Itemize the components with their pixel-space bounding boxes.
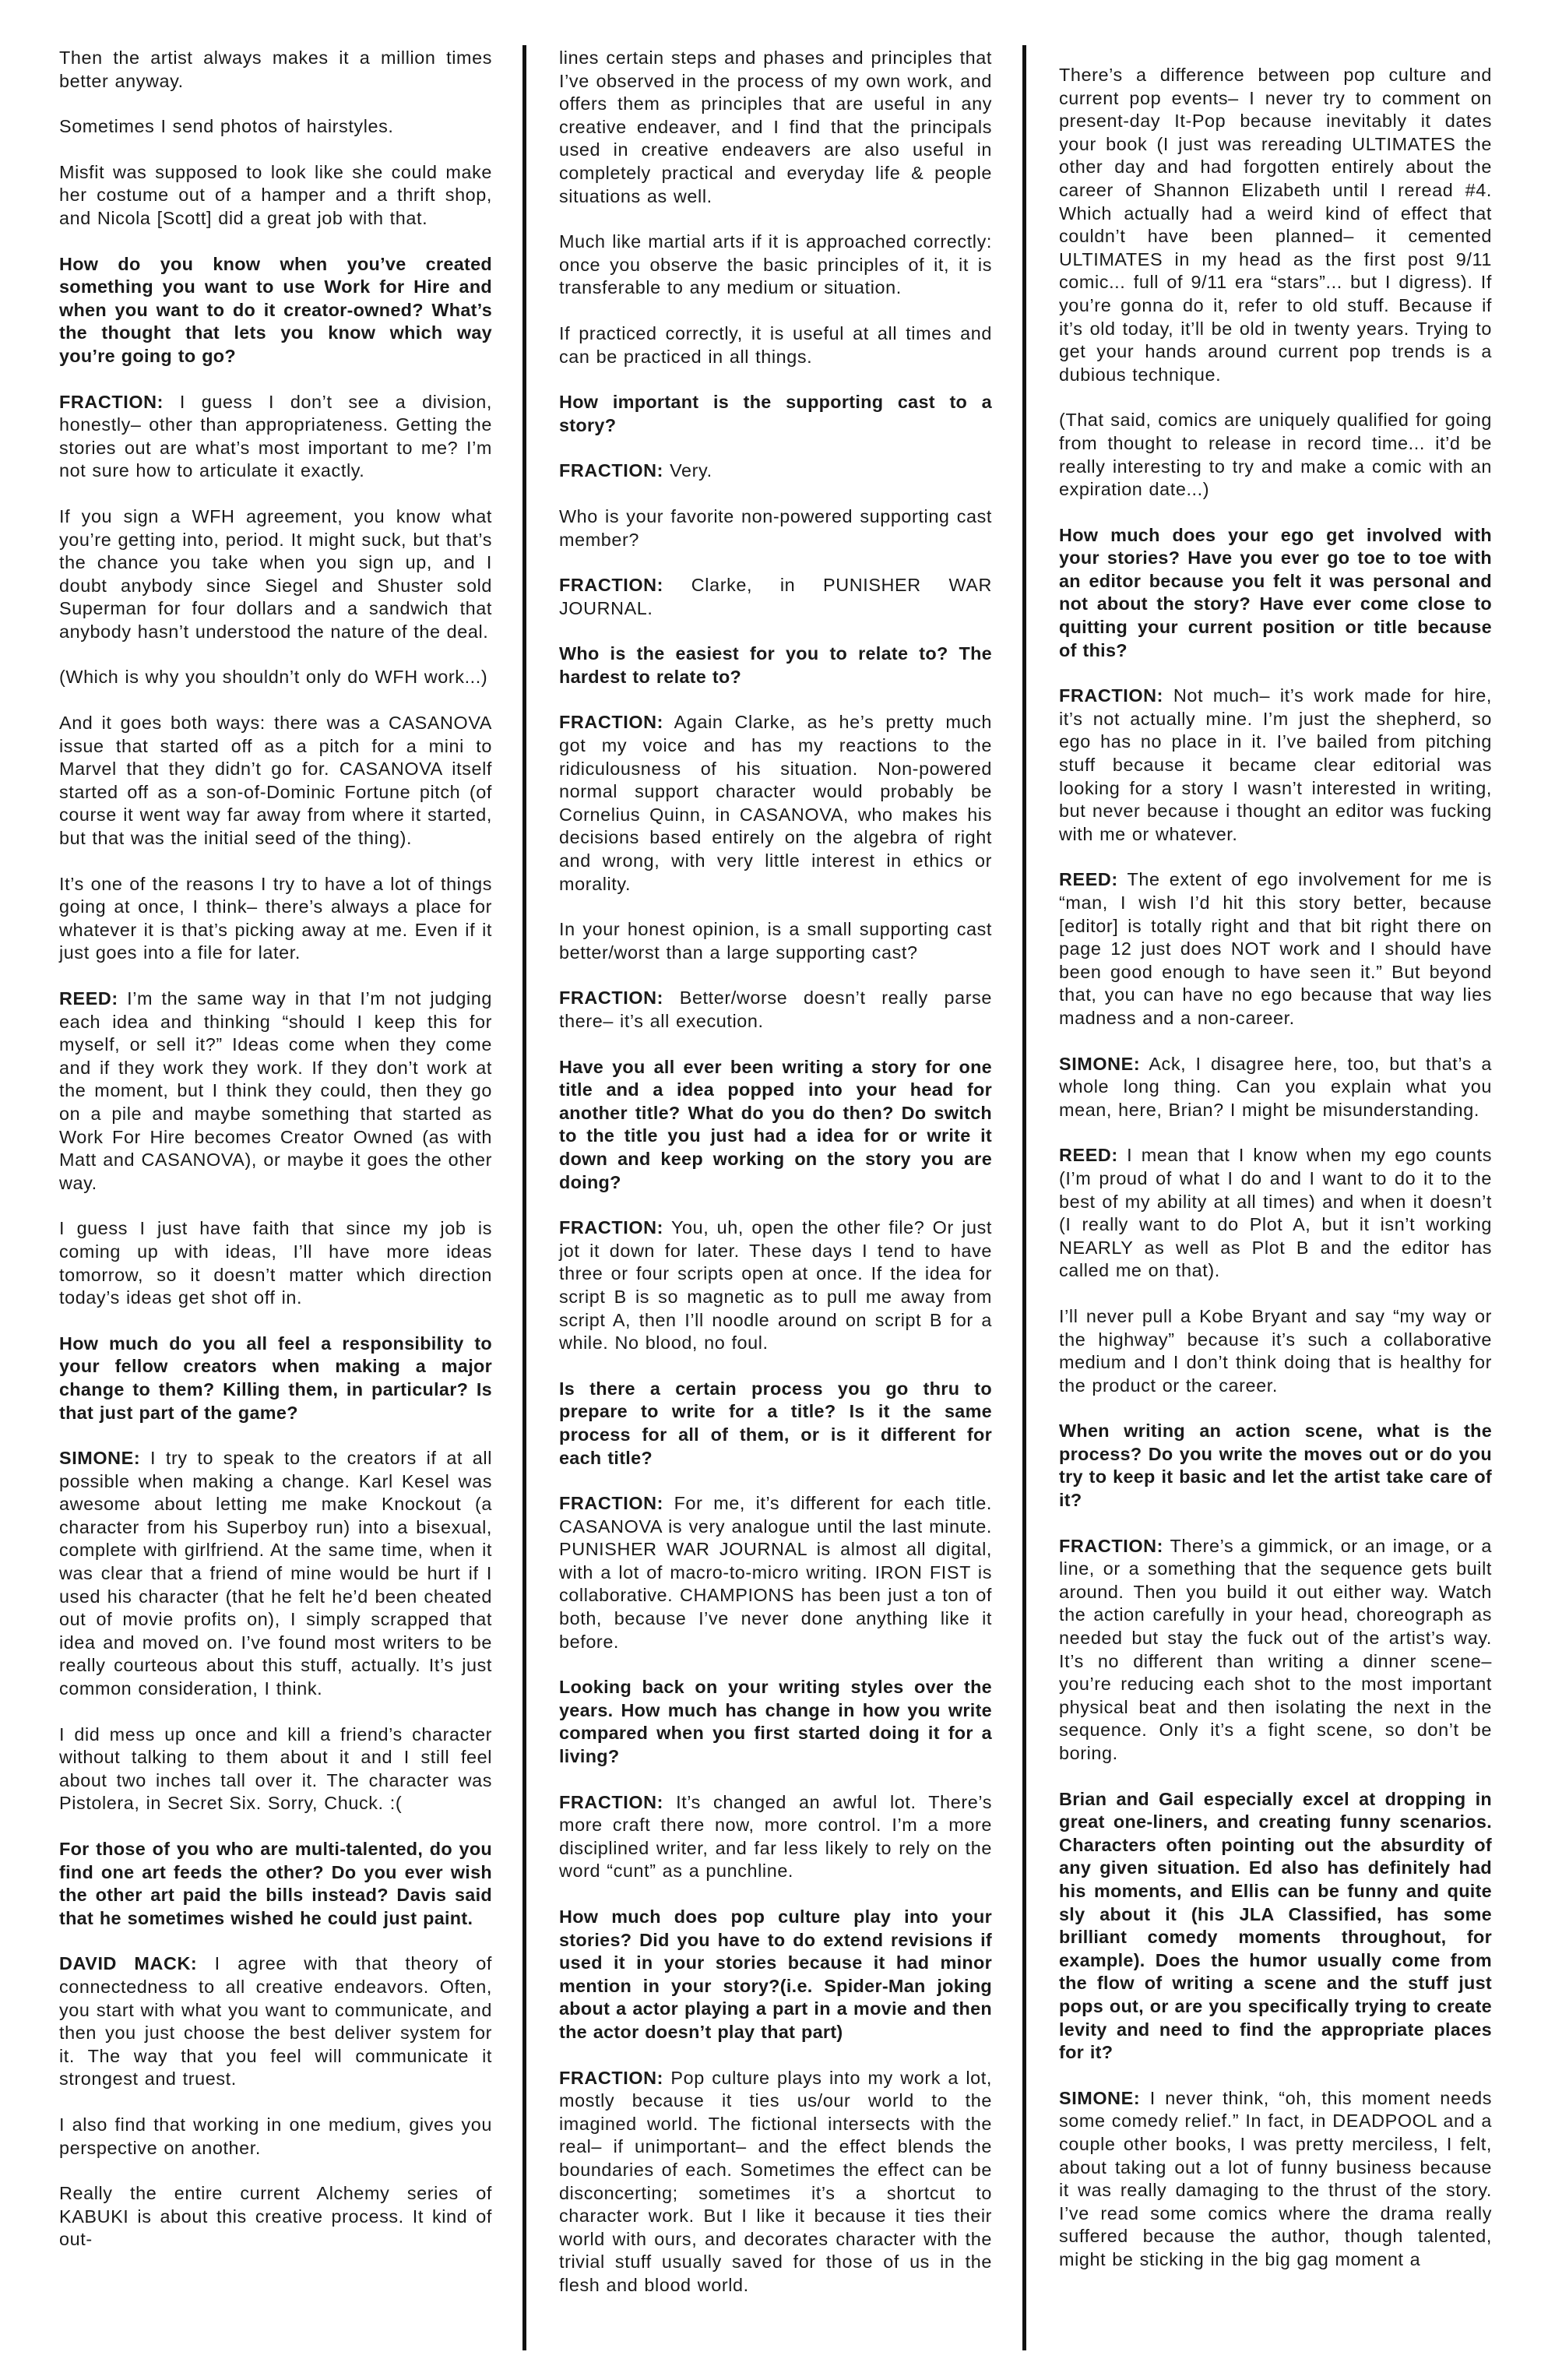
paragraph-text: The extent of ego involvement for me is “man, I wish I’d hit this story better, because [editor] is totally right and that bit right there on page 12 just does NOT work and I should have been good enough to have seen it.” But beyond that, you can have no ego because that way lies madness and a non-career. bbox=[1059, 869, 1492, 1028]
speaker-name: FRACTION: bbox=[59, 391, 164, 412]
paragraph-text: Clarke, in PUNISHER WAR JOURNAL. bbox=[559, 575, 992, 618]
interview-paragraph bbox=[559, 711, 992, 896]
paragraph-text: Really the entire current Alchemy series of KABUKI is about this creative process. It kind of out- bbox=[59, 2183, 492, 2250]
paragraph-text: How much does your ego get involved with your stories? Have you ever go toe to toe with an editor because you felt it was personal and not about the story? Have ever come close to quitting your current position or title because of this? bbox=[1059, 524, 1492, 660]
paragraph-text: lines certain steps and phases and principles that I’ve observed in the process of my own work, and offers them as principles that are useful in any creative endeaver, and I find that the principals used in creative endeavers are also useful in completely practical and everyday life & people situations as well. bbox=[559, 48, 992, 206]
interview-paragraph bbox=[1059, 2087, 1492, 2272]
speaker-name: FRACTION: bbox=[559, 575, 664, 596]
interview-question bbox=[559, 1906, 992, 2044]
paragraph-text: I never think, “oh, this moment needs some comedy relief.” In fact, in DEADPOOL and a couple other books, I was pretty merciless, I felt, about taking out a lot of funny business because it was really damaging to the thrust of the story. I’ve read some comics where the drama really suffered because the author, though talented, might be sticking in the big gag moment a bbox=[1059, 2087, 1492, 2269]
interview-paragraph bbox=[1059, 64, 1492, 386]
interview-paragraph bbox=[1059, 1535, 1492, 1766]
paragraph-text: I also find that working in one medium, gives you perspective on another. bbox=[59, 2114, 492, 2158]
paragraph-text: Much like martial arts if it is approached correctly: once you observe the basic principles of it, it is transferable to any medium or situation. bbox=[559, 231, 992, 298]
paragraph-text: How important is the supporting cast to a story? bbox=[559, 392, 992, 435]
paragraph-text: Not much– it’s work made for hire, it’s not actually mine. I’m just the shepherd, so ego has no place in it. I’ve bailed from pitching stuff because it became clear editorial was looking for a story I wasn’t interested in writing, but never because i thought an editor was fucking with me or whatever. bbox=[1059, 685, 1492, 844]
interview-paragraph bbox=[1059, 1053, 1492, 1122]
paragraph-text: And it goes both ways: there was a CASANOVA issue that started off as a pitch for a mini to Marvel that they didn’t go for. CASANOVA itself started off as a son-of-Dominic Fortune pitch (of course it went way far away from where it started, but that was the initial seed of the thing). bbox=[59, 713, 492, 849]
speaker-name: FRACTION: bbox=[559, 988, 664, 1009]
paragraph-text: I guess I don’t see a division, honestly– other than appropriateness. Getting the stories out are what’s most important to me? I’m not sure how to articulate it exactly. bbox=[59, 391, 492, 481]
interview-paragraph bbox=[59, 1217, 492, 1309]
paragraph-text: (Which is why you shouldn’t only do WFH work...) bbox=[59, 667, 488, 688]
column-1 bbox=[59, 47, 492, 2274]
paragraph-text: It’s one of the reasons I try to have a lot of things going at once, I think– there’s always a place for whatever it is that’s picking away at me. Even if it just goes into a file for later. bbox=[59, 873, 492, 963]
paragraph-text: Is there a certain process you go thru to prepare to write for a title? Is it the same process for all of them, or is it different for each title? bbox=[559, 1378, 992, 1468]
speaker-name: REED: bbox=[1059, 1145, 1118, 1166]
paragraph-text: For me, it’s different for each title. CASANOVA is very analogue until the last minute. PUNISHER WAR JOURNAL is almost all digital, with a lot of macro-to-micro writing. IRON FIST is collaborative. CHAMPIONS has been just a ton of both, because I’ve never done anything like it before. bbox=[559, 1493, 992, 1652]
interview-paragraph bbox=[559, 459, 992, 483]
interview-paragraph bbox=[59, 47, 492, 93]
interview-paragraph bbox=[59, 391, 492, 483]
interview-paragraph bbox=[559, 2067, 992, 2297]
interview-paragraph bbox=[1059, 1305, 1492, 1397]
speaker-name: FRACTION: bbox=[559, 2067, 664, 2088]
paragraph-text: If practiced correctly, it is useful at all times and can be practiced in all things. bbox=[559, 322, 992, 367]
paragraph-text: Brian and Gail especially excel at dropping in great one-liners, and creating funny scenarios. Characters often pointing out the absurdity of any given situation. Ed also has definitely had his moments, and Ellis can be funny and quite sly about it (his JLA Classified, has some brilliant comedy moments throughout, for example). Does the humor usually come from the flow of writing a scene and the stuff just pops out, or are you specifically trying to create levity and need to find the appropriate places for it? bbox=[1059, 1788, 1492, 2063]
interview-paragraph bbox=[1059, 685, 1492, 846]
speaker-name: SIMONE: bbox=[1059, 2087, 1141, 2108]
paragraph-text: Who is your favorite non-powered supporting cast member? bbox=[559, 505, 992, 550]
paragraph-text: In your honest opinion, is a small supporting cast better/worst than a large supporting cast? bbox=[559, 919, 992, 963]
paragraph-text: Sometimes I send photos of hairstyles. bbox=[59, 116, 394, 137]
interview-paragraph bbox=[59, 505, 492, 644]
interview-paragraph bbox=[559, 322, 992, 368]
paragraph-text: There’s a difference between pop culture and current pop events– I never try to comment on present-day It-Pop because inevitably it dates your book (I just was rereading ULTIMATES the other day and had forgotten entirely about the career of Shannon Elizabeth until I reread #4. Which actually had a weird kind of effect that couldn’t have been planned– it cemented ULTIMATES in my head as the first post 9/11 comic... full of 9/11 era “stars”... but I digress). If you’re gonna do it, refer to old stuff. Because if it’s old today, it’ll be old in twenty years. Trying to get your hands around current pop trends is a dubious technique. bbox=[1059, 65, 1492, 385]
speaker-name: REED: bbox=[1059, 869, 1118, 890]
speaker-name: SIMONE: bbox=[1059, 1053, 1141, 1074]
interview-question bbox=[559, 391, 992, 437]
interview-paragraph bbox=[59, 712, 492, 850]
interview-paragraph bbox=[59, 1447, 492, 1701]
paragraph-text: Looking back on your writing styles over the years. How much has change in how you write compared when you first started doing it for a living? bbox=[559, 1677, 992, 1767]
interview-paragraph bbox=[59, 1952, 492, 2091]
column-3 bbox=[1059, 64, 1492, 2294]
speaker-name: REED: bbox=[59, 988, 118, 1009]
paragraph-text: How much does pop culture play into your stories? Did you have to do extend revisions if used it in your stories because it had minor mention in your story?(i.e. Spider-Man joking about a actor playing a part in a movie and then the actor doesn’t play that part) bbox=[559, 1906, 992, 2042]
paragraph-text: It’s changed an awful lot. There’s more craft there now, more control. I’m a more disciplined writer, and far less likely to rely on the word “cunt” as a punchline. bbox=[559, 1791, 992, 1882]
column-divider bbox=[1022, 45, 1026, 2350]
paragraph-text: How do you know when you’ve created something you want to use Work for Hire and when you want to do it creator-owned? What’s the thought that lets you know which way you’re going to go? bbox=[59, 253, 492, 366]
speaker-name: DAVID MACK: bbox=[59, 1953, 198, 1974]
speaker-name: FRACTION: bbox=[559, 1791, 664, 1812]
interview-question bbox=[1059, 1788, 1492, 2065]
paragraph-text: Very. bbox=[663, 460, 712, 481]
paragraph-text: Then the artist always makes it a million times better anyway. bbox=[59, 48, 492, 91]
interview-paragraph bbox=[559, 1216, 992, 1355]
speaker-name: SIMONE: bbox=[59, 1448, 141, 1469]
paragraph-text: You, uh, open the other file? Or just jot it down for later. These days I tend to have three or four scripts open at once. If the idea for script B is so magnetic as to pull me away from script A, then I’ll noodle around on script B for a while. No blood, no foul. bbox=[559, 1217, 992, 1354]
paragraph-text: When writing an action scene, what is the process? Do you write the moves out or do you try to keep it basic and let the artist take care of it? bbox=[1059, 1421, 1492, 1511]
speaker-name: FRACTION: bbox=[559, 460, 664, 481]
paragraph-text: I mean that I know when my ego counts (I’m proud of what I do and I want to do it to the best of my ability at all times) and when it doesn’t (I really want to do Plot A, but it isn’t working NEARLY as well as Plot B and the editor has called me on that). bbox=[1059, 1145, 1492, 1281]
interview-paragraph bbox=[59, 873, 492, 965]
interview-paragraph bbox=[559, 987, 992, 1033]
interview-question bbox=[59, 253, 492, 368]
speaker-name: FRACTION: bbox=[1059, 1535, 1164, 1556]
interview-question bbox=[559, 1378, 992, 1470]
interview-paragraph bbox=[59, 988, 492, 1195]
interview-question bbox=[559, 1056, 992, 1195]
interview-paragraph bbox=[559, 231, 992, 300]
speaker-name: FRACTION: bbox=[1059, 685, 1164, 706]
paragraph-text: Better/worse doesn’t really parse there– it’s all execution. bbox=[559, 988, 992, 1031]
paragraph-text: I’ll never pull a Kobe Bryant and say “my way or the highway” because it’s such a collaborative medium and I don’t think doing that is healthy for the product or the career. bbox=[1059, 1305, 1492, 1396]
interview-question bbox=[559, 643, 992, 688]
interview-question bbox=[59, 1333, 492, 1424]
interview-paragraph bbox=[559, 574, 992, 620]
speaker-name: FRACTION: bbox=[559, 1493, 664, 1514]
interview-paragraph bbox=[559, 1791, 992, 1883]
paragraph-text: How much do you all feel a responsibility to your fellow creators when making a major change to them? Killing them, in particular? Is that just part of the game? bbox=[59, 1333, 492, 1423]
interview-paragraph bbox=[559, 505, 992, 551]
paragraph-text: Ack, I disagree here, too, but that’s a whole long thing. Can you explain what you mean, here, Brian? I might be misunderstanding. bbox=[1059, 1053, 1492, 1120]
interview-paragraph bbox=[559, 918, 992, 964]
paragraph-text: (That said, comics are uniquely qualified for going from thought to release in record time... it’d be really interesting to try and make a comic with an expiration date...) bbox=[1059, 410, 1492, 500]
column-2 bbox=[559, 47, 992, 2320]
paragraph-text: I did mess up once and kill a friend’s character without talking to them about it and I still feel about two inches tall over it. The character was Pistolera, in Secret Six. Sorry, Chuck. :( bbox=[59, 1723, 492, 1814]
paragraph-text: If you sign a WFH agreement, you know what you’re getting into, period. It might suck, but that’s the chance you take when you sign up, and I doubt anybody since Siegel and Shuster sold Superman for four dollars and a sandwich that anybody hasn’t understood the nature of the deal. bbox=[59, 505, 492, 642]
interview-paragraph bbox=[59, 115, 492, 139]
paragraph-text: Have you all ever been writing a story for one title and a idea popped into your head for another title? What do you do then? Do switch to the title you just had a idea for or write it down and keep working on the story you are doing? bbox=[559, 1056, 992, 1192]
column-divider bbox=[522, 45, 526, 2350]
interview-paragraph bbox=[59, 2114, 492, 2160]
interview-question bbox=[1059, 524, 1492, 663]
paragraph-text: Pop culture plays into my work a lot, mostly because it ties us/our world to the imagined world. The fictional intersects with the real– if unimportant– and the effect blends the boundaries of each. Sometimes the effect can be disconcerting; sometimes it’s a shortcut to character work. But I like it because it ties their world with ours, and decorates character with the trivial stuff usually saved for those of us in the flesh and blood world. bbox=[559, 2067, 992, 2295]
paragraph-text: I guess I just have faith that since my job is coming up with ideas, I’ll have more ideas tomorrow, so it doesn’t matter which direction today’s ideas get shot off in. bbox=[59, 1218, 492, 1308]
paragraph-text: Who is the easiest for you to relate to? The hardest to relate to? bbox=[559, 643, 992, 687]
paragraph-text: I agree with that theory of connectedness to all creative endeavors. Often, you start with what you want to communicate, and then you just choose the best deliver system for it. The way that you feel will communicate it strongest and truest. bbox=[59, 1953, 492, 2090]
paragraph-text: I try to speak to the creators if at all possible when making a change. Karl Kesel was awesome about letting me make Knockout (a character from his Superboy run) into a bisexual, complete with girlfriend. At the same time, when it was clear that a friend of mine would be hurt if I used his character (that he felt he’d been cheated out of movie profits on), I simply scrapped that idea and moved on. I’ve found most writers to be really courteous about this stuff, actually. It’s just common consideration, I think. bbox=[59, 1448, 492, 1699]
interview-question bbox=[1059, 1420, 1492, 1512]
interview-question bbox=[559, 1676, 992, 1768]
interview-paragraph bbox=[59, 666, 492, 689]
interview-paragraph bbox=[559, 47, 992, 208]
paragraph-text: I’m the same way in that I’m not judging each idea and thinking “should I keep this for myself, or sell it?” Ideas come when they come and if they work they work. If they don’t work at the moment, but I think they could, then they go on a pile and maybe something that started as Work For Hire becomes Creator Owned (as with Matt and CASANOVA), or maybe it goes the other way. bbox=[59, 988, 492, 1193]
interview-paragraph bbox=[59, 161, 492, 231]
interview-paragraph bbox=[1059, 868, 1492, 1030]
interview-paragraph bbox=[559, 1492, 992, 1653]
interview-paragraph bbox=[59, 1723, 492, 1815]
paragraph-text: There’s a gimmick, or an image, or a line, or a something that the sequence gets built around. Then you build it out either way. Watch the action carefully in your head, choreograph as needed but stay the fuck out of the artist’s way. It’s no different than writing a dinner scene– you’re reducing each shot to the most important physical beat and then isolating the next in the sequence. Only it’s a fight scene, so don’t be boring. bbox=[1059, 1535, 1492, 1763]
interview-paragraph bbox=[59, 2182, 492, 2251]
interview-paragraph bbox=[1059, 1144, 1492, 1283]
interview-question bbox=[59, 1838, 492, 1930]
speaker-name: FRACTION: bbox=[559, 1217, 664, 1238]
speaker-name: FRACTION: bbox=[559, 712, 664, 733]
paragraph-text: Misfit was supposed to look like she could make her costume out of a hamper and a thrift shop, and Nicola [Scott] did a great job with that. bbox=[59, 161, 492, 228]
paragraph-text: For those of you who are multi-talented, do you find one art feeds the other? Do you ever wish the other art paid the bills instead? Davis said that he sometimes wished he could just paint. bbox=[59, 1839, 492, 1928]
paragraph-text: Again Clarke, as he’s pretty much got my voice and has my reactions to the ridiculousness of his situation. Non-powered normal support character would probably be Cornelius Quinn, in CASANOVA, who makes his decisions based entirely on the algebra of right and wrong, with very little interest in ethics or morality. bbox=[559, 712, 992, 894]
interview-paragraph bbox=[1059, 409, 1492, 501]
